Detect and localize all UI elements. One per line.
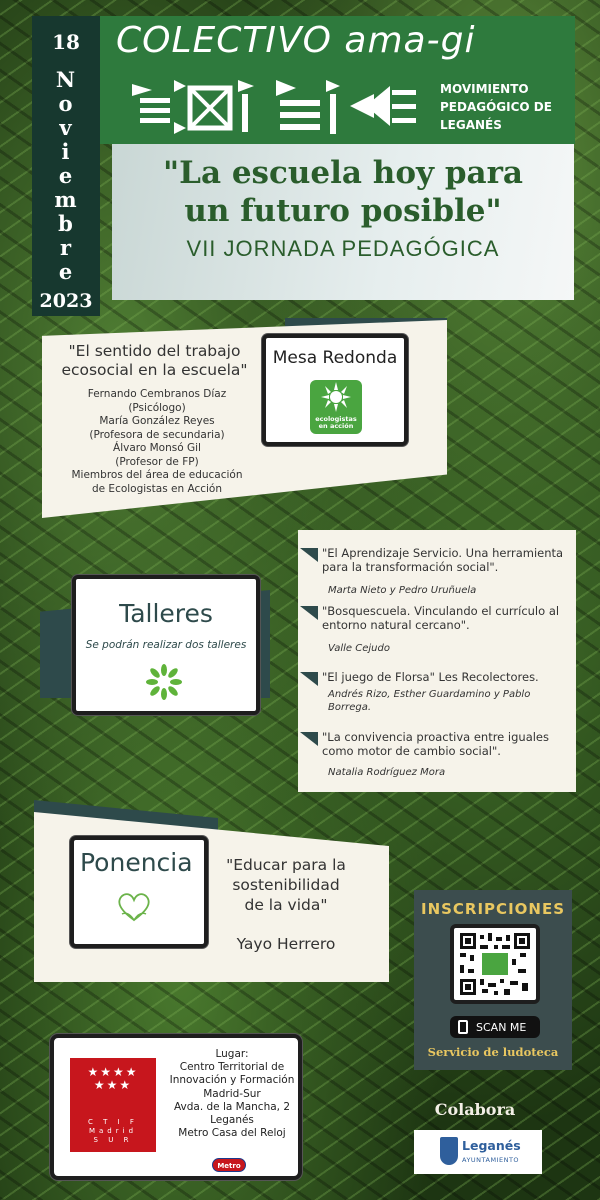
participant-line: Miembros del área de educación	[71, 469, 243, 481]
date-strip	[32, 16, 100, 316]
participant-line: (Profesora de secundaria)	[89, 428, 225, 441]
bullet-icon	[300, 672, 318, 686]
taller-author: Natalia Rodríguez Mora	[328, 767, 446, 778]
participant-line: de Ecologistas en Acción	[91, 482, 223, 495]
metro-icon: Metro	[212, 1158, 246, 1172]
talleres-label: Talleres	[119, 599, 213, 628]
participant-line: María González Reyes	[99, 415, 215, 427]
bullet-icon	[300, 548, 318, 562]
taller-title: "El juego de Florsa" Les Recolectores.	[322, 670, 539, 684]
ponencia-quote-line: de la vida"	[244, 896, 328, 914]
date-year: 2023	[39, 290, 93, 312]
event-title-line-2: un futuro posible"	[184, 193, 502, 229]
scan-me-button[interactable]	[450, 1016, 540, 1038]
date-day: 18	[52, 30, 80, 54]
ctif-line: S U R	[93, 1136, 133, 1144]
ponencia-card	[70, 836, 208, 948]
lugar-card	[50, 1034, 302, 1180]
ecologistas-logo-icon	[310, 380, 362, 434]
taller-title: "La convivencia proactiva entre iguales como motor de cambio social".	[322, 730, 550, 758]
inscripciones-title: INSCRIPCIONES	[420, 900, 565, 918]
taller-title: "Bosquescuela. Vinculando el currículo al entorno natural cercano".	[322, 604, 560, 632]
talleres-list	[298, 530, 576, 792]
sun-icon	[310, 380, 362, 414]
phone-icon	[458, 1020, 468, 1034]
address-line: Avda. de la Mancha, 2	[173, 1100, 291, 1113]
ecologistas-text-line: ecologistas	[315, 415, 357, 423]
address-line: Madrid-Sur	[203, 1087, 261, 1100]
ponencia-quote-line: sostenibilidad	[232, 876, 340, 894]
address-line: Metro Casa del Reloj	[178, 1127, 286, 1140]
address-line: Centro Territorial de	[179, 1061, 285, 1074]
ponencia-speaker: Yayo Herrero	[236, 935, 336, 953]
ctif-text	[70, 1118, 156, 1145]
movement-name	[440, 80, 552, 134]
date-letter: e	[58, 259, 74, 284]
date-letter: v	[59, 115, 73, 140]
mesa-quote-line: ecosocial en la escuela"	[61, 361, 248, 379]
lugar-address	[162, 1048, 302, 1140]
mesa-redonda-label: Mesa Redonda	[272, 348, 398, 368]
bullet-icon	[300, 606, 318, 620]
scan-me-label: SCAN ME	[476, 1020, 527, 1034]
mesa-quote	[42, 342, 267, 380]
date-letter: e	[58, 163, 74, 188]
ecologistas-text	[310, 416, 362, 430]
participant-line: (Profesor de FP)	[115, 455, 199, 468]
address-line: Leganés	[210, 1114, 254, 1127]
participant-line: (Psicólogo)	[128, 401, 186, 414]
inscripciones-box	[414, 890, 572, 1070]
heart-hands-icon	[114, 890, 154, 924]
date-letter: r	[59, 235, 73, 260]
taller-author: Andrés Rizo, Esther Guardamino y Pablo Borrega.	[328, 689, 531, 713]
qr-pattern	[460, 933, 530, 995]
ecologistas-text-line: en acción	[318, 422, 354, 430]
mesa-quote-line: "El sentido del trabajo	[68, 342, 241, 360]
ludoteca-note: Servicio de ludoteca	[427, 1045, 559, 1059]
leganes-logo	[414, 1130, 542, 1174]
address-line: Lugar:	[215, 1048, 249, 1060]
qr-code-icon[interactable]	[450, 924, 540, 1004]
title-panel	[112, 144, 574, 300]
date-letter: N	[55, 67, 77, 92]
address-line: Innovación y Formación	[169, 1074, 295, 1087]
date-letter: b	[58, 211, 74, 236]
participant-line: Fernando Cembranos Díaz	[87, 388, 227, 400]
date-letter: m	[54, 187, 78, 212]
talleres-subtitle: Se podrán realizar dos talleres	[85, 639, 247, 651]
cuneiform-icon	[130, 76, 420, 140]
mesa-redonda-card	[262, 334, 408, 446]
bullet-icon	[300, 732, 318, 746]
collective-name: COLECTIVO ama-gi	[116, 20, 476, 61]
movement-line: PEDAGÓGICO DE	[440, 100, 552, 114]
flower-icon	[146, 664, 182, 700]
taller-author: Valle Cejudo	[328, 643, 390, 654]
talleres-card	[72, 575, 260, 715]
event-subtitle: VII JORNADA PEDAGÓGICA	[186, 236, 500, 261]
leganes-shield-icon	[440, 1137, 458, 1165]
participant-line: Álvaro Monsó Gil	[113, 442, 201, 454]
mesa-participants	[42, 388, 272, 496]
taller-title: "El Aprendizaje Servicio. Una herramienta para la transformación social".	[322, 546, 564, 574]
ctif-line: Madrid	[88, 1127, 138, 1135]
leganes-sub: AYUNTAMIENTO	[462, 1156, 520, 1164]
ponencia-quote-line: "Educar para la	[226, 856, 346, 874]
madrid-stars-icon: ★★★★ ★★★	[87, 1065, 139, 1092]
movement-line: LEGANÉS	[440, 118, 502, 132]
ctif-logo	[70, 1058, 156, 1152]
event-title-line-1: "La escuela hoy para	[163, 155, 523, 191]
movement-line: MOVIMIENTO	[440, 82, 529, 96]
date-month	[32, 68, 100, 284]
colabora-label: Colabora	[434, 1100, 516, 1119]
date-letter: o	[58, 91, 74, 116]
ctif-line: C T I F	[88, 1118, 138, 1126]
ponencia-quote	[220, 855, 352, 915]
leganes-name: Leganés	[462, 1138, 521, 1153]
ponencia-label: Ponencia	[80, 848, 193, 877]
date-letter: i	[61, 139, 71, 164]
header-banner	[100, 16, 575, 144]
taller-author: Marta Nieto y Pedro Uruñuela	[328, 585, 477, 596]
